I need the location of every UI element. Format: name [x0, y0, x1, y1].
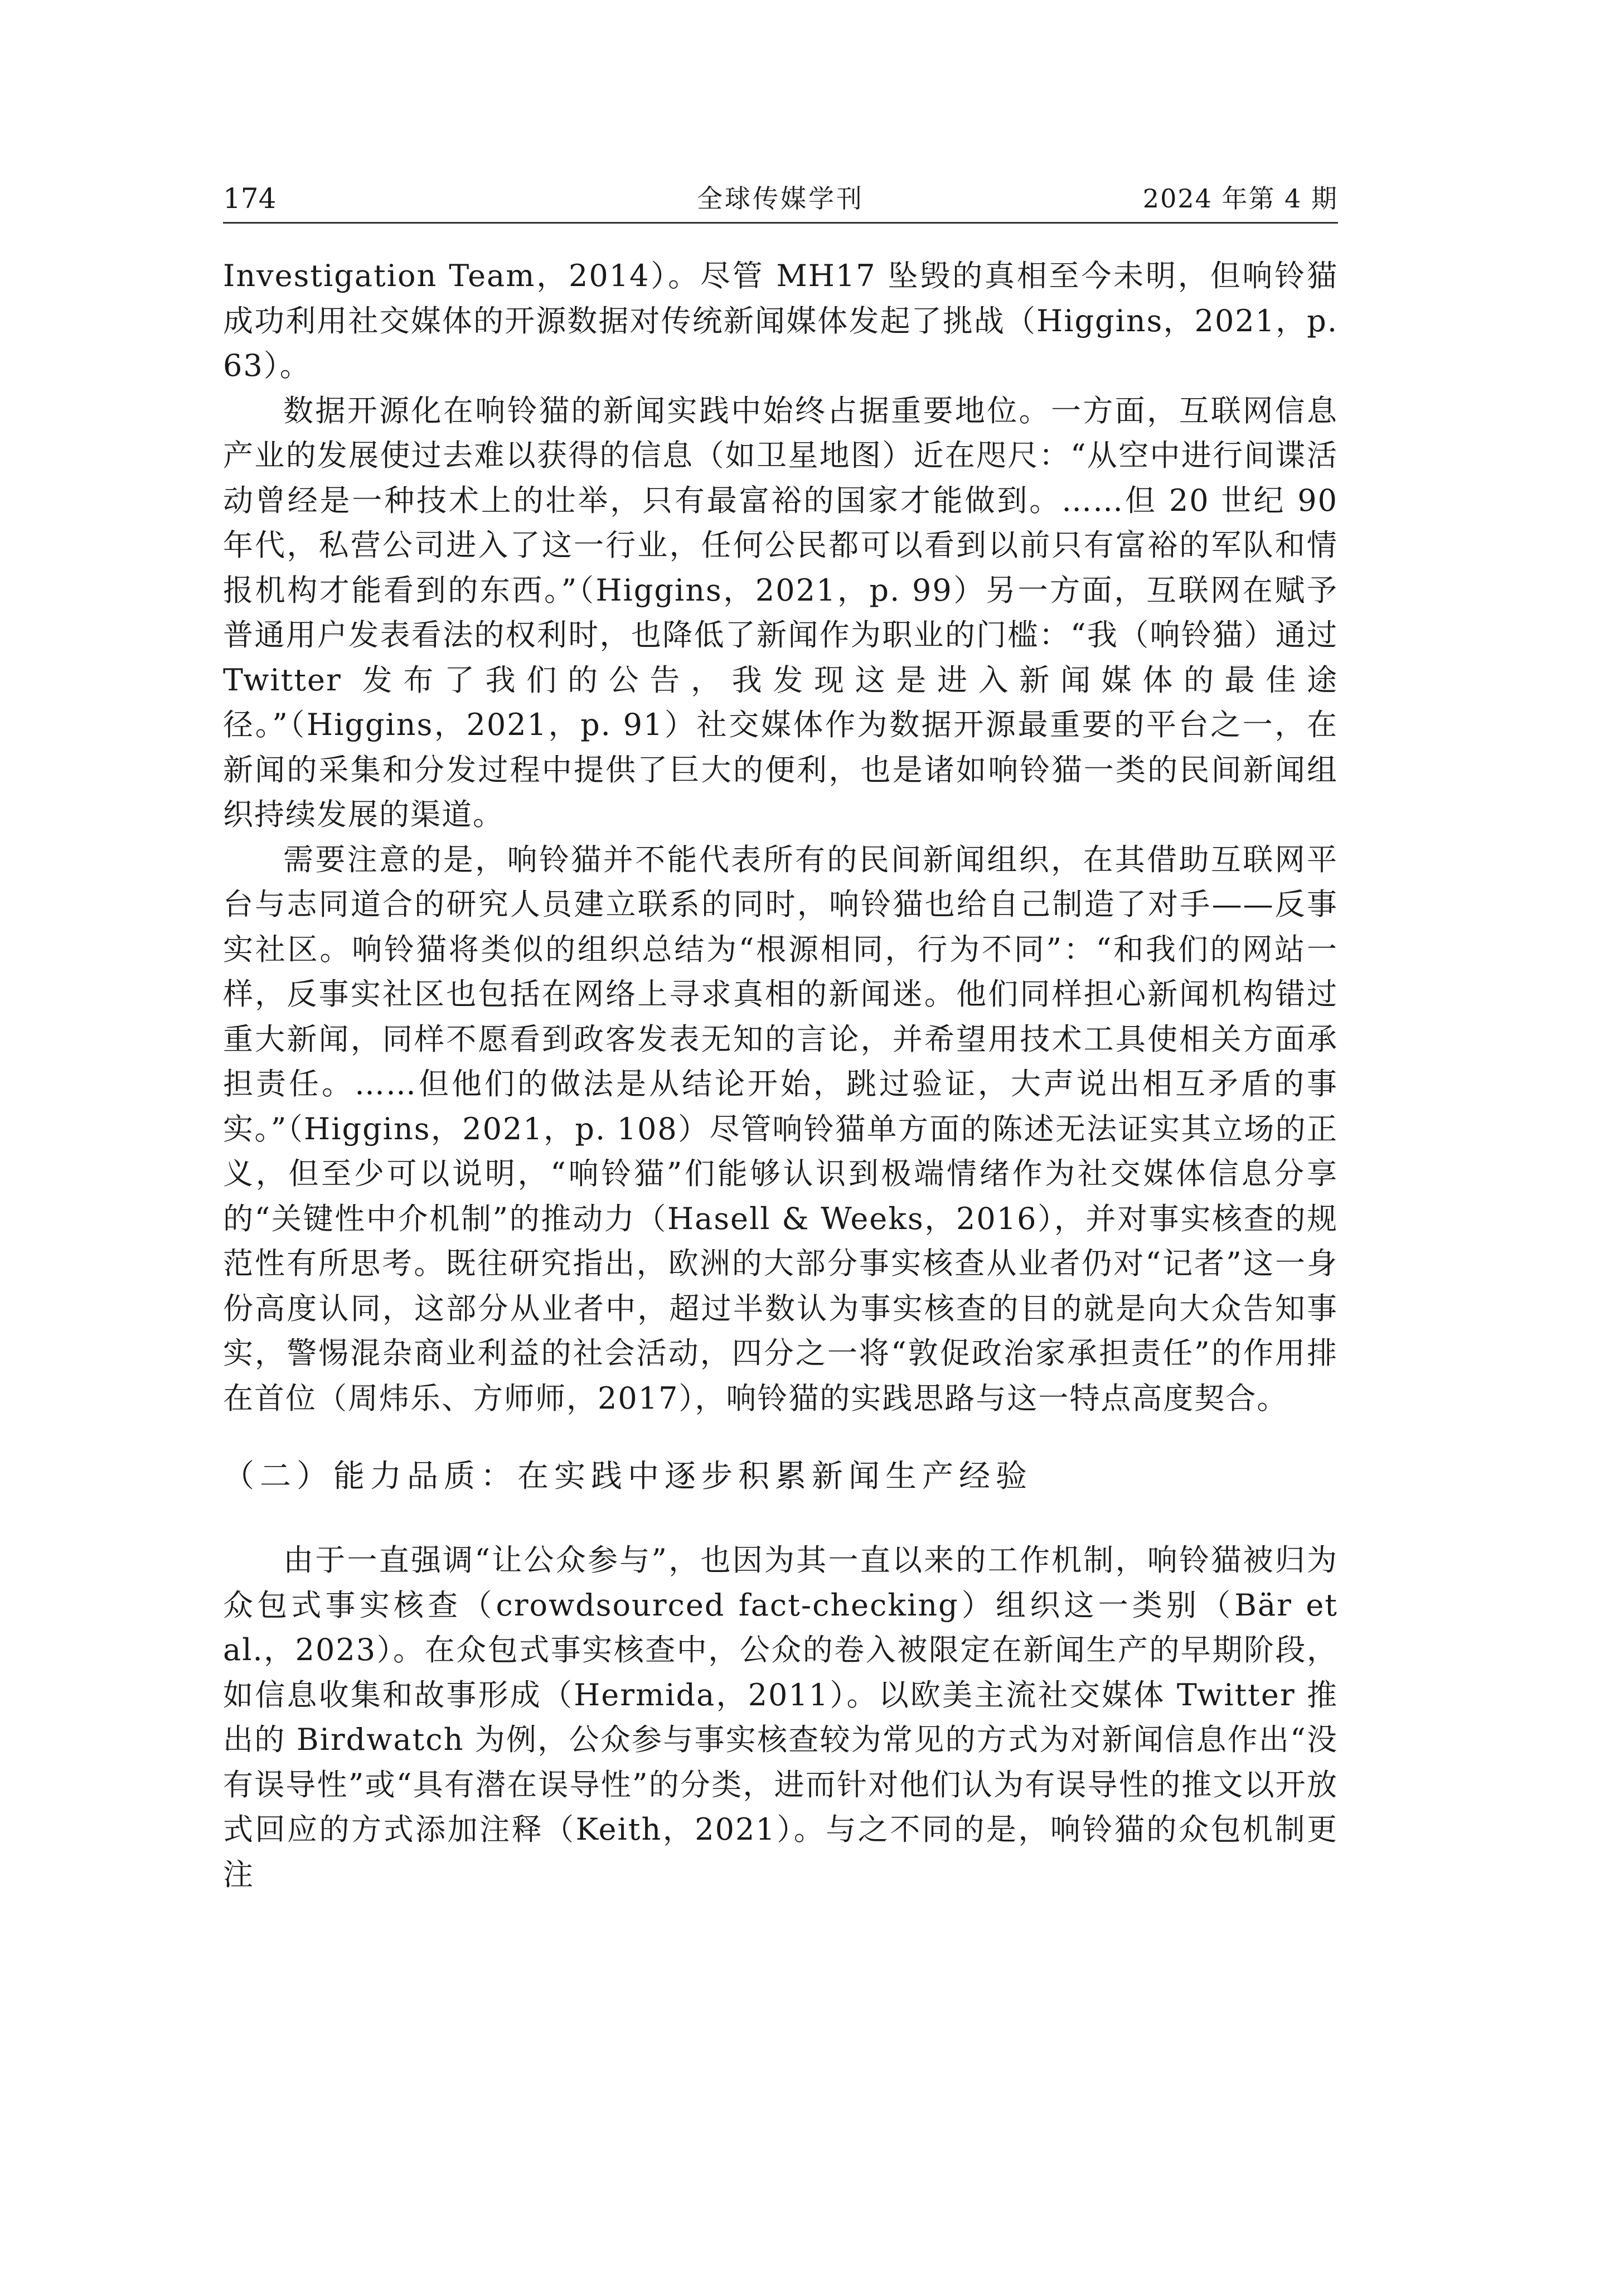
- paragraph: 由于一直强调“让公众参与”，也因为其一直以来的工作机制，响铃猫被归为众包式事实核查（crowdsourced fact-checking）组织这一类别（Bär et al.，2023）。在众包式事实核查中，公众的卷入被限定在新闻生产的早期阶段，如信息收集和故事形成（Hermida，2011）。以欧美主流社交媒体 Twitter 推出的 Birdwatch 为例，公众参与事实核查较为常见的方式为对新闻信息作出“没有误导性”或“具有潜在误导性”的分类，进而针对他们认为有误导性的推文以开放式回应的方式添加注释（Keith，2021）。与之不同的是，响铃猫的众包机制更注: [223, 1542, 1338, 1892]
- issue-label: 2024 年第 4 期: [1142, 183, 1338, 214]
- paragraph: 需要注意的是，响铃猫并不能代表所有的民间新闻组织，在其借助互联网平台与志同道合的研究人员建立联系的同时，响铃猫也给自己制造了对手——反事实社区。响铃猫将类似的组织总结为“根源相同，行为不同”：“和我们的网站一样，反事实社区也包括在网络上寻求真相的新闻迷。他们同样担心新闻机构错过重大新闻，同样不愿看到政客发表无知的言论，并希望用技术工具使相关方面承担责任。……但他们的做法是从结论开始，跳过验证，大声说出相互矛盾的事实。”（Higgins，2021，p. 108）尽管响铃猫单方面的陈述无法证实其立场的正义，但至少可以说明，“响铃猫”们能够认识到极端情绪作为社交媒体信息分享的“关键性中介机制”的推动力（Hasell & Weeks，2016），并对事实核查的规范性有所思考。既往研究指出，欧洲的大部分事实核查从业者仍对“记者”这一身份高度认同，这部分从业者中，超过半数认为事实核查的目的就是向大众告知事实，警惕混杂商业利益的社会活动，四分之一将“敦促政治家承担责任”的作用排在首位（周炜乐、方师师，2017），响铃猫的实践思路与这一特点高度契合。: [223, 841, 1338, 1416]
- section-heading: （二）能力品质：在实践中逐步积累新闻生产经验: [223, 1458, 1032, 1494]
- paragraph-continued: Investigation Team，2014）。尽管 MH17 坠毁的真相至今未明，但响铃猫成功利用社交媒体的开源数据对传统新闻媒体发起了挑战（Higgins，2021，p. 63）。: [223, 258, 1338, 383]
- page-header: [223, 177, 1338, 224]
- journal-name: 全球传媒学刊: [697, 183, 864, 214]
- page-number: 174: [223, 182, 277, 215]
- paragraph: 数据开源化在响铃猫的新闻实践中始终占据重要地位。一方面，互联网信息产业的发展使过去难以获得的信息（如卫星地图）近在咫尺：“从空中进行间谍活动曾经是一种技术上的壮举，只有最富裕的国家才能做到。……但 20 世纪 90 年代，私营公司进入了这一行业，任何公民都可以看到以前只有富裕的军队和情报机构才能看到的东西。”（Higgins，2021，p. 99）另一方面，互联网在赋予普通用户发表看法的权利时，也降低了新闻作为职业的门槛：“我（响铃猫）通过 Twitter 发布了我们的公告，我发现这是进入新闻媒体的最佳途径。”（Higgins，2021，p. 91）社交媒体作为数据开源最重要的平台之一，在新闻的采集和分发过程中提供了巨大的便利，也是诸如响铃猫一类的民间新闻组织持续发展的渠道。: [223, 393, 1338, 832]
- article-body: [223, 254, 1338, 1897]
